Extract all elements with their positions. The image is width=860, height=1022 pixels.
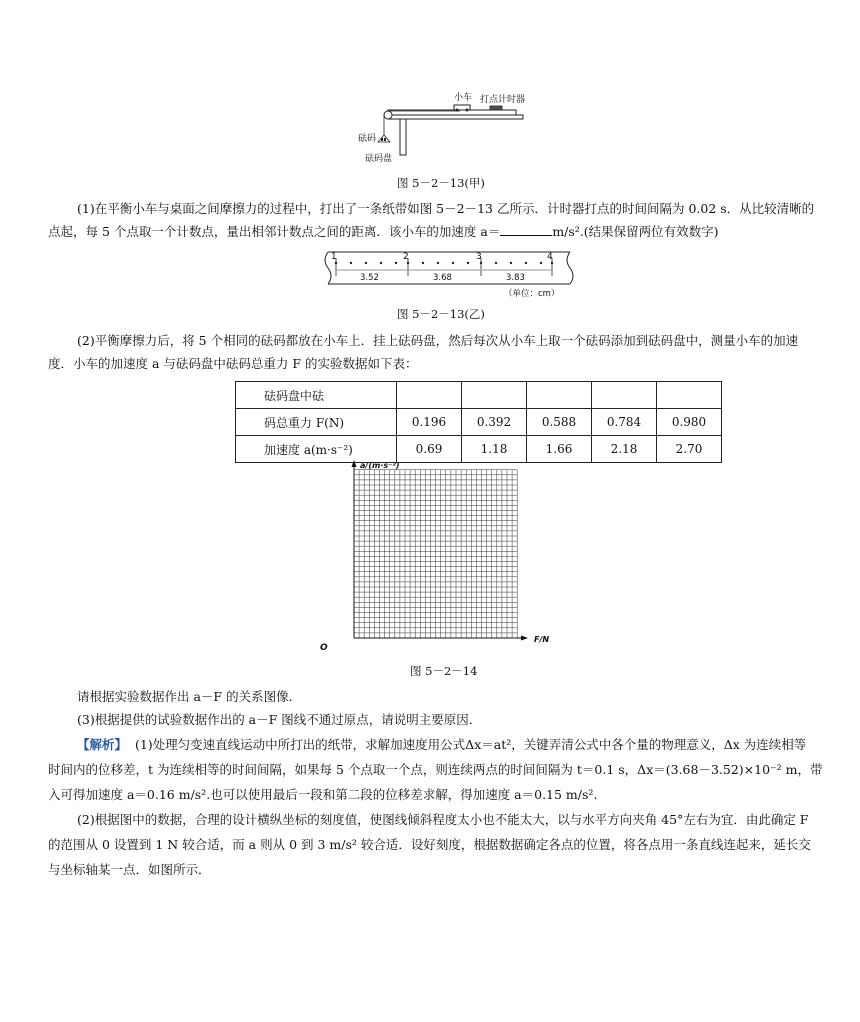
data-table — [235, 381, 722, 463]
table-cell: 0.69 — [397, 436, 462, 463]
analysis-tag: 【解析】 — [77, 737, 128, 752]
analysis-p1-line2: 时间内的位移差，t 为连续相等的时间间隔，如果每 5 个点取一个点，则连续两点的时间间隔为 t＝0.1 s，Δx＝(3.68－3.52)×10⁻² m，带 — [48, 762, 823, 777]
label-weights: 砝码 — [358, 134, 377, 144]
y-axis-label: a/(m·s⁻²) — [360, 461, 400, 470]
answer-blank — [500, 223, 552, 236]
tape-point-3: 3 — [476, 252, 482, 262]
row-label-force: 码总重力 F(N) — [236, 409, 397, 436]
analysis-p1-line1-text: (1)处理匀变速直线运动中所打出的纸带，求解加速度用公式Δx＝at²，关键弄清公式中各个量的物理意义，Δx 为连续相等 — [134, 737, 807, 752]
q2-line2: 度．小车的加速度 a 与砝码盘中砝码总重力 F 的实验数据如下表： — [48, 356, 418, 371]
table-cell — [462, 382, 527, 409]
table-cell: 0.588 — [527, 409, 592, 436]
table-cell: 1.66 — [527, 436, 592, 463]
table-cell: 0.196 — [397, 409, 462, 436]
q1-line2-b: m/s².(结果保留两位有效数字) — [552, 224, 719, 239]
table-cell: 0.784 — [592, 409, 657, 436]
figure-caption-jia: 图 5－2－13(甲) — [397, 176, 485, 190]
label-pan: 砝码盘 — [365, 154, 393, 164]
instruction-line: 请根据实验数据作出 a－F 的关系图像． — [77, 689, 302, 704]
q2-line1: (2)平衡摩擦力后，将 5 个相同的砝码都放在小车上．挂上砝码盘，然后每次从小车上取一个砝码添加到砝码盘中，测量小车的加速 — [77, 333, 799, 348]
table-header-cell: 砝码盘中砝 — [236, 382, 397, 409]
table-cell: 2.70 — [657, 436, 722, 463]
analysis-p1-line1 — [77, 736, 806, 753]
table-cell: 0.392 — [462, 409, 527, 436]
table-cell: 0.980 — [657, 409, 722, 436]
tape-dots — [335, 262, 553, 264]
table-cell — [527, 382, 592, 409]
tape-distance-2: 3.68 — [433, 273, 452, 283]
table-row — [236, 409, 722, 436]
tape-distance-1: 3.52 — [360, 273, 379, 283]
q1-line2-a: 点起，每 5 个点取一个计数点，量出相邻计数点之间的距离．该小车的加速度 a＝ — [48, 224, 501, 239]
table-cell — [592, 382, 657, 409]
tape-point-4: 4 — [547, 252, 553, 262]
tape-distance-3: 3.83 — [506, 273, 525, 283]
paper-tape-figure — [320, 248, 580, 300]
graph-grid — [316, 458, 566, 654]
q1-line2 — [48, 223, 719, 240]
tape-point-1: 1 — [331, 252, 337, 262]
q3-line: (3)根据提供的试验数据作出的 a－F 图线不通过原点，请说明主要原因． — [77, 712, 482, 727]
apparatus-figure — [350, 88, 530, 168]
table-cell — [657, 382, 722, 409]
analysis-p2-line3: 与坐标轴某一点．如图所示． — [48, 862, 211, 877]
y-axis-arrow — [352, 460, 357, 467]
row-label-accel: 加速度 a(m·s⁻²) — [236, 436, 397, 463]
q1-line1: (1)在平衡小车与桌面之间摩擦力的过程中，打出了一条纸带如图 5－2－13 乙所示．计时器打点的时间间隔为 0.02 s．从比较清晰的 — [77, 201, 815, 216]
tape-unit: （单位：cm） — [504, 289, 560, 299]
x-axis-arrow — [521, 636, 528, 641]
table-cell: 2.18 — [592, 436, 657, 463]
tape-point-2: 2 — [403, 252, 409, 262]
label-cart: 小车 — [454, 93, 473, 103]
x-axis-label: F/N — [534, 635, 550, 644]
figure-caption-14: 图 5－2－14 — [410, 664, 478, 678]
origin-label: O — [320, 643, 328, 653]
analysis-p2-line2: 的范围从 0 设置到 1 N 较合适，而 a 则从 0 到 3 m/s² 较合适．设好刻度，根据数据确定各点的位置，将各点用一条直线连起来，延长交 — [48, 837, 811, 852]
table-cell: 1.18 — [462, 436, 527, 463]
analysis-p1-line3: 入可得加速度 a＝0.16 m/s².也可以使用最后一段和第二段的位移差求解，得加速度 a＝0.15 m/s². — [48, 787, 598, 802]
analysis-p2-line1: (2)根据图中的数据，合理的设计横纵坐标的刻度值，使图线倾斜程度太小也不能太大，以与水平方向夹角 45°左右为宜．由此确定 F — [77, 812, 809, 827]
table-row — [236, 382, 722, 409]
label-timer: 打点计时器 — [480, 95, 526, 105]
figure-caption-yi: 图 5－2－13(乙) — [397, 307, 485, 321]
grid-lines — [354, 470, 517, 638]
table-cell — [397, 382, 462, 409]
